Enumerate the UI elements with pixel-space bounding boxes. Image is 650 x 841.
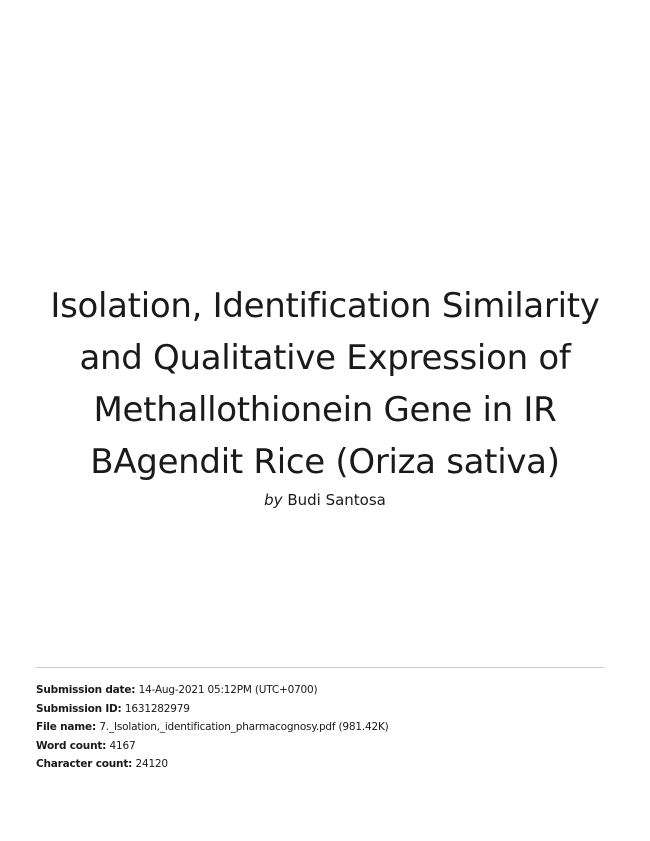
submission-date-row — [36, 681, 606, 700]
character-count-label: Character count: — [36, 758, 133, 770]
divider — [36, 667, 604, 668]
byline — [30, 490, 620, 510]
word-count-label: Word count: — [36, 739, 107, 752]
submission-id-row — [36, 700, 606, 719]
file-name-value: 7._Isolation,_identification_pharmacognosy.pdf (981.42K) — [99, 721, 389, 733]
character-count-row — [36, 755, 606, 774]
submission-date-label: Submission date: — [36, 684, 136, 696]
character-count-value: 24120 — [135, 758, 168, 770]
word-count-row — [36, 737, 606, 756]
submission-id-label: Submission ID: — [36, 702, 122, 715]
submission-id-value: 1631282979 — [124, 702, 190, 715]
file-name-row — [36, 718, 606, 737]
author-name: Budi Santosa — [287, 491, 386, 509]
file-name-label: File name: — [36, 721, 96, 733]
byline-prefix: by — [264, 491, 283, 509]
document-title: Isolation, Identification Similarity and Qualitative Expression of Methallothionein Gene in IR BAgendit Rice (Oriza sativa) — [50, 286, 600, 482]
title-block — [30, 280, 620, 510]
word-count-value: 4167 — [109, 739, 136, 752]
submission-date-value: 14-Aug-2021 05:12PM (UTC+0700) — [138, 684, 318, 696]
submission-info — [36, 681, 606, 774]
